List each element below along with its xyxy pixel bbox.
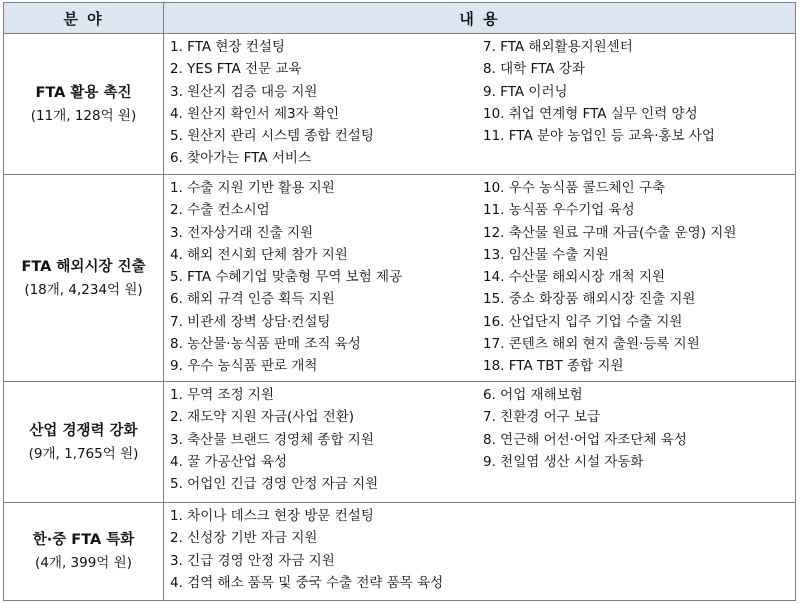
list-item: 6. 해외 규격 인증 획득 지원 (170, 291, 335, 308)
category-title: 한·중 FTA 특화 (32, 532, 135, 548)
list-item: 3. 전자상거래 진출 지원 (170, 224, 314, 241)
content-cell (164, 34, 796, 175)
header-row (4, 3, 796, 34)
list-item: 4. 해외 전시회 단체 참가 지원 (170, 246, 348, 263)
list-item: 8. 농산물·농식품 판매 조직 육성 (170, 336, 361, 353)
list-item: 3. 원산지 검증 대응 지원 (170, 83, 318, 100)
category-title: 산업 경쟁력 강화 (29, 422, 138, 439)
list-item: 6. 찾아가는 FTA 서비스 (170, 150, 312, 167)
section-row-fta-usage (4, 34, 796, 175)
category-summary: (11개, 128억 원) (30, 107, 137, 124)
list-item: 8. 연근해 어선·어업 자조단체 육성 (483, 431, 687, 448)
list-item: 10. 우수 농식품 콜드체인 구축 (483, 180, 666, 196)
list-item: 9. FTA 이러닝 (483, 83, 568, 100)
category-cell (4, 34, 164, 175)
list-item: 15. 중소 화장품 해외시장 진출 지원 (483, 291, 696, 308)
content-cell (164, 503, 796, 601)
list-item: 1. 차이나 데스크 현장 방문 컨설팅 (170, 508, 374, 524)
list-item: 6. 어업 재해보험 (483, 387, 583, 403)
list-item: 1. 수출 지원 기반 활용 지원 (170, 180, 335, 196)
category-summary: (9개, 1,765억 원) (28, 445, 139, 462)
list-item: 16. 산업단지 입주 기업 수출 지원 (483, 313, 683, 330)
item-list-left (170, 36, 483, 170)
list-item: 1. 무역 조정 지원 (170, 387, 274, 403)
category-summary: (4개, 399억 원) (35, 555, 132, 571)
header-content: 내 용 (164, 3, 796, 34)
category-title: FTA 해외시장 진출 (21, 258, 146, 275)
list-item: 7. FTA 해외활용지원센터 (483, 39, 633, 55)
support-program-table (3, 2, 796, 601)
list-item: 2. 신성장 기반 자금 지원 (170, 530, 318, 547)
item-list-left (170, 505, 483, 594)
list-item: 3. 긴급 경영 안정 자금 지원 (170, 552, 335, 569)
list-item: 11. 농식품 우수기업 육성 (483, 202, 635, 219)
list-item: 5. FTA 수혜기업 맞춤형 무역 보험 제공 (170, 269, 403, 286)
section-row-industry-competitiveness (4, 382, 796, 503)
content-cell (164, 382, 796, 503)
list-item: 1. FTA 현장 컨설팅 (170, 39, 285, 55)
list-item: 17. 콘텐츠 해외 현지 출원·등록 지원 (483, 336, 700, 353)
category-summary: (18개, 4,234억 원) (24, 281, 143, 298)
list-item: 7. 친환경 어구 보급 (483, 409, 601, 426)
list-item: 2. YES FTA 전문 교육 (170, 61, 302, 78)
list-item: 4. 꿀 가공산업 육성 (170, 453, 288, 470)
category-cell (4, 175, 164, 382)
list-item: 18. FTA TBT 종합 지원 (483, 358, 624, 375)
item-list-right (483, 177, 795, 378)
list-item: 13. 임산물 수출 지원 (483, 246, 609, 263)
list-item: 11. FTA 분야 농업인 등 교육·홍보 사업 (483, 128, 715, 145)
category-cell (4, 503, 164, 601)
item-list-right (483, 384, 795, 495)
list-item: 4. 검역 해소 품목 및 중국 수출 전략 품목 육성 (170, 574, 444, 591)
list-item: 2. 수출 컨소시엄 (170, 202, 270, 219)
list-item: 5. 원산지 관리 시스템 종합 컨설팅 (170, 128, 374, 145)
category-title: FTA 활용 촉진 (35, 84, 132, 101)
section-row-overseas-market (4, 175, 796, 382)
category-cell (4, 382, 164, 503)
list-item: 5. 어업인 긴급 경영 안정 자금 지원 (170, 476, 379, 493)
list-item: 7. 비관세 장벽 상담·컨설팅 (170, 313, 331, 330)
item-list-right (483, 36, 795, 170)
list-item: 9. 천일염 생산 시설 자동화 (483, 453, 644, 470)
header-field: 분 야 (4, 3, 164, 34)
list-item: 4. 원산지 확인서 제3자 확인 (170, 105, 340, 122)
list-item: 9. 우수 농식품 판로 개척 (170, 358, 318, 375)
list-item: 12. 축산물 원료 구매 자금(수출 운영) 지원 (483, 224, 737, 241)
list-item: 3. 축산물 브랜드 경영체 종합 지원 (170, 431, 374, 448)
list-item: 2. 재도약 지원 자금(사업 전환) (170, 409, 355, 426)
item-list-left (170, 177, 483, 378)
list-item: 14. 수산물 해외시장 개척 지원 (483, 269, 666, 286)
content-cell (164, 175, 796, 382)
item-list-left (170, 384, 483, 495)
section-row-korea-china-fta (4, 503, 796, 601)
list-item: 10. 취업 연계형 FTA 실무 인력 양성 (483, 105, 698, 122)
list-item: 8. 대학 FTA 강좌 (483, 61, 585, 78)
